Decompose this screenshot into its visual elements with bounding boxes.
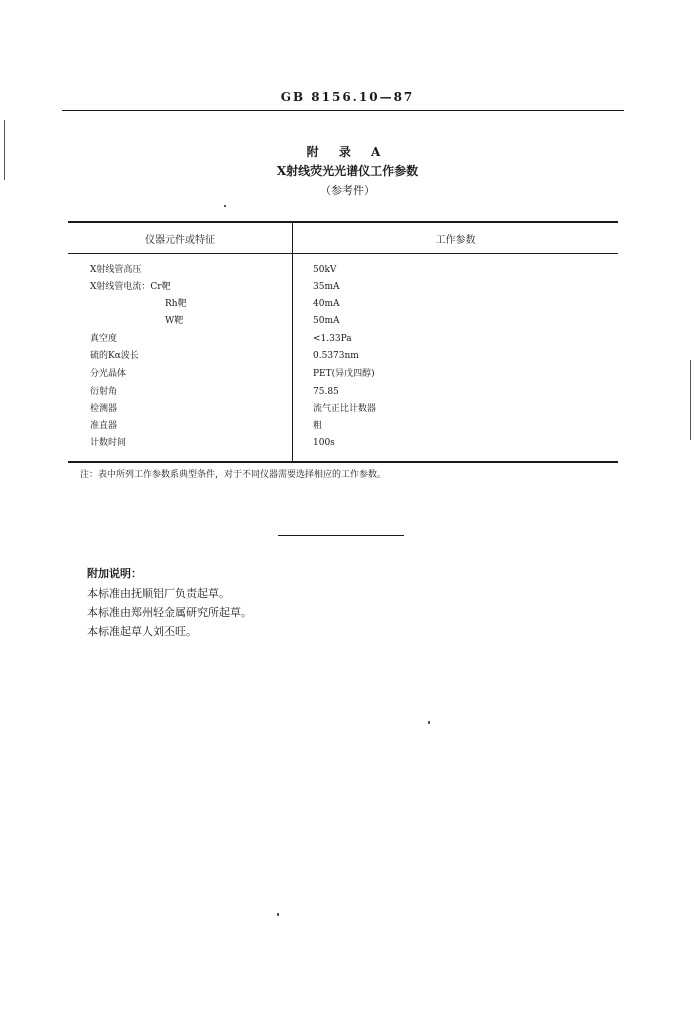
- table-row-value: 75.85: [313, 387, 339, 397]
- section-divider: [278, 535, 404, 536]
- table-row-value: 流气正比计数器: [313, 404, 377, 414]
- table-bottom-rule: [68, 461, 618, 463]
- table-header-rule: [68, 253, 618, 254]
- additional-note-line: 本标准由郑州轻金属研究所起草。: [87, 606, 252, 619]
- table-row-component: 计数时间: [90, 438, 127, 448]
- table-row-value: <1.33Pa: [313, 334, 352, 344]
- table-row-value: 0.5373nm: [313, 351, 359, 361]
- table-footnote: 注：表中所列工作参数系典型条件，对于不同仪器需要选择相应的工作参数。: [80, 470, 387, 480]
- scan-speck: [4, 120, 5, 180]
- scan-speck: [224, 205, 226, 207]
- table-row-component: 分光晶体: [90, 369, 127, 379]
- scan-speck: [428, 721, 430, 724]
- additional-note-line: 本标准起草人刘丕旺。: [87, 625, 197, 638]
- table-row-component: X射线管高压: [90, 265, 142, 275]
- table-row-value: PET(异戊四醇): [313, 369, 375, 379]
- appendix-title: X射线荧光光谱仪工作参数: [276, 164, 419, 178]
- table-row-value: 50mA: [313, 316, 340, 326]
- table-row-value: 35mA: [313, 282, 340, 292]
- scan-speck: [690, 360, 691, 440]
- table-row-value: 100s: [313, 438, 335, 448]
- table-row-component: X射线管电流：Cr靶: [90, 282, 171, 292]
- table-row-value: 50kV: [313, 265, 337, 275]
- appendix-label: 附 录 A: [306, 145, 389, 159]
- additional-note-line: 本标准由抚顺铝厂负责起草。: [87, 587, 230, 600]
- table-top-rule: [68, 221, 618, 223]
- table-row-component: 准直器: [90, 421, 118, 431]
- table-row-component: 检测器: [90, 404, 118, 414]
- table-row-component: W靶: [165, 316, 184, 326]
- table-header-component: 仪器元件或特征: [145, 235, 215, 246]
- table-header-value: 工作参数: [435, 235, 476, 246]
- additional-notes-heading: 附加说明：: [87, 567, 142, 580]
- standard-number: GB 8156.10—87: [280, 90, 415, 104]
- header-rule: [62, 110, 624, 111]
- table-column-divider: [292, 221, 293, 463]
- table-row-component: 硫的Kα波长: [90, 351, 139, 361]
- table-row-value: 粗: [313, 421, 323, 431]
- table-row-component: Rh靶: [165, 299, 187, 309]
- table-row-value: 40mA: [313, 299, 340, 309]
- table-row-component: 衍射角: [90, 387, 118, 397]
- appendix-reference-note: （参考件）: [320, 184, 375, 197]
- table-row-component: 真空度: [90, 334, 118, 344]
- scan-speck: [277, 913, 279, 916]
